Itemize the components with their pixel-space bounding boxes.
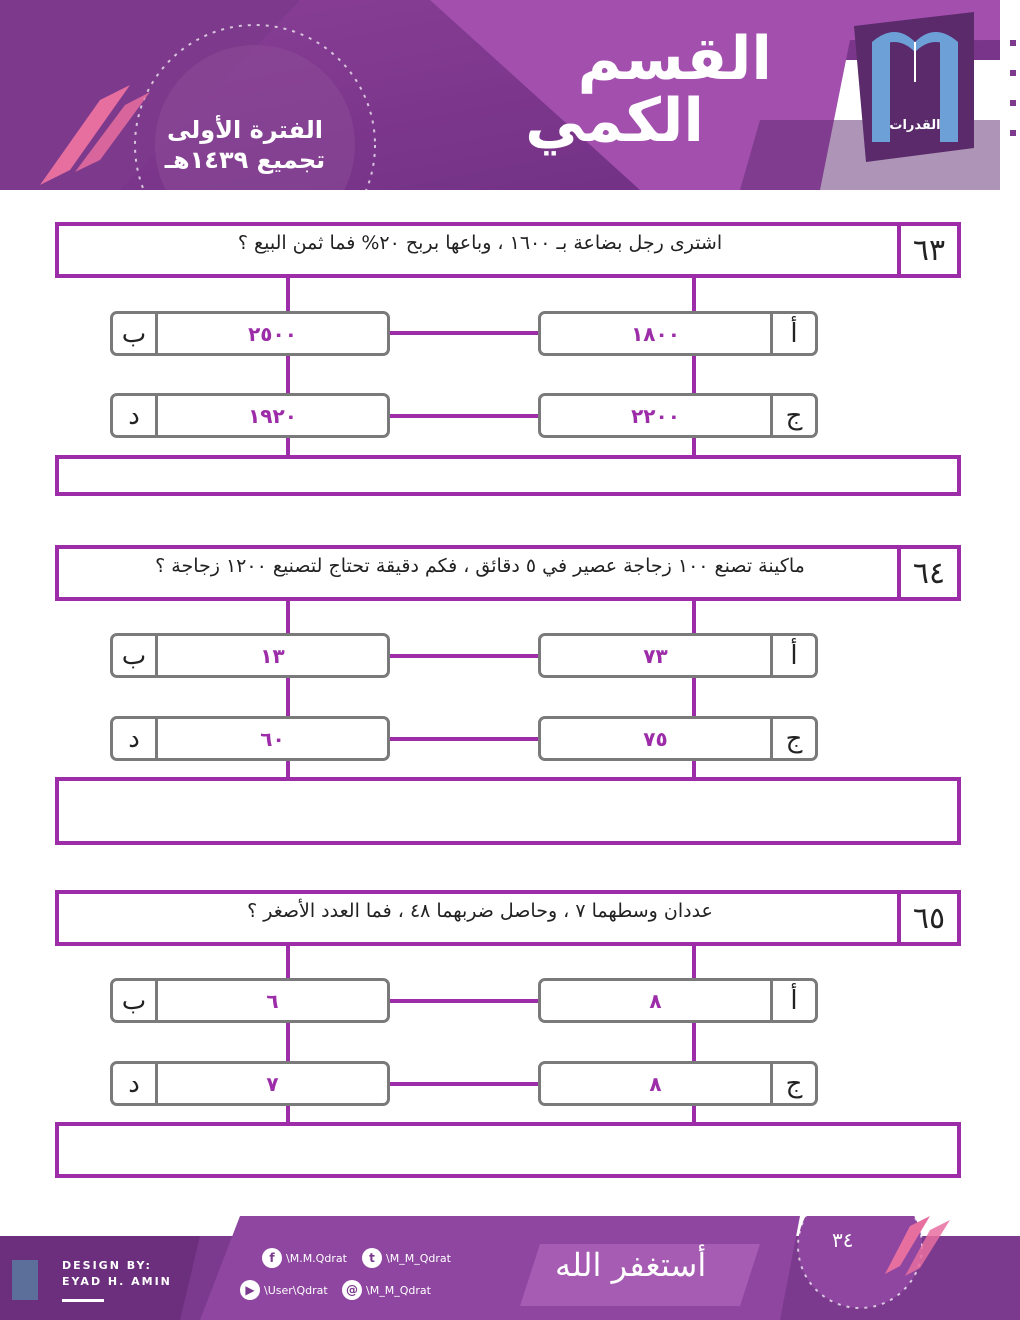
question-text: اشترى رجل بضاعة بـ ١٦٠٠ ، وباعها بربح ٢٠% فما ثمن البيع ؟ xyxy=(237,232,723,254)
question-box xyxy=(55,545,961,601)
option-value: ٨ xyxy=(649,1071,662,1096)
option-value: ٧٣ xyxy=(643,643,668,668)
option-value: ٢٥٠٠ xyxy=(248,321,297,346)
option-d[interactable] xyxy=(110,716,390,761)
design-by-label: DESIGN BY: xyxy=(62,1259,152,1272)
option-value: ١٩٢٠ xyxy=(248,403,297,428)
logo-text: القدرات xyxy=(889,118,941,133)
connector xyxy=(388,331,540,335)
option-value: ٧٥ xyxy=(643,726,668,751)
option-letter: د xyxy=(113,719,158,758)
option-b[interactable] xyxy=(110,311,390,356)
logo xyxy=(850,12,978,162)
connector xyxy=(388,414,540,418)
option-a[interactable] xyxy=(538,311,818,356)
option-letter: أ xyxy=(770,981,815,1020)
facebook-link[interactable] xyxy=(262,1248,347,1268)
question-number: ٦٥ xyxy=(897,894,957,942)
at-icon: @ xyxy=(342,1280,362,1300)
youtube-link[interactable] xyxy=(240,1280,328,1300)
answer-box[interactable] xyxy=(55,1122,961,1178)
period-label: الفترة الأولى xyxy=(166,116,324,144)
designer-name: EYAD H. AMIN xyxy=(62,1275,172,1288)
option-letter: ج xyxy=(770,719,815,758)
connector xyxy=(388,1082,540,1086)
collection-label: تجميع ١٤٣٩هـ xyxy=(164,146,326,174)
facebook-icon: f xyxy=(262,1248,282,1268)
option-value: ٨ xyxy=(649,988,662,1013)
twitter-icon: t xyxy=(362,1248,382,1268)
option-letter: د xyxy=(113,1064,158,1103)
option-d[interactable] xyxy=(110,393,390,438)
question-box xyxy=(55,890,961,946)
option-letter: د xyxy=(113,396,158,435)
designer-credit xyxy=(62,1258,172,1290)
option-letter: أ xyxy=(770,314,815,353)
twitter-handle: \M_M_Qdrat xyxy=(386,1251,451,1265)
option-a[interactable] xyxy=(538,633,818,678)
option-value: ٦ xyxy=(266,988,279,1013)
option-d[interactable] xyxy=(110,1061,390,1106)
option-letter: ب xyxy=(113,314,158,353)
email-link[interactable] xyxy=(342,1280,431,1300)
youtube-icon: ▶ xyxy=(240,1280,260,1300)
answer-box[interactable] xyxy=(55,455,961,496)
page-number: ٣٤ xyxy=(832,1228,854,1252)
question-text: عددان وسطهما ٧ ، وحاصل ضربهما ٤٨ ، فما العدد الأصغر ؟ xyxy=(247,900,713,922)
option-letter: ج xyxy=(770,396,815,435)
twitter-link[interactable] xyxy=(362,1248,451,1268)
option-letter: ب xyxy=(113,636,158,675)
option-value: ٦٠ xyxy=(260,726,285,751)
question-number: ٦٣ xyxy=(897,226,957,274)
question-number: ٦٤ xyxy=(897,549,957,597)
calligraphy-text: أستغفر الله xyxy=(555,1246,707,1284)
option-letter: ب xyxy=(113,981,158,1020)
option-b[interactable] xyxy=(110,978,390,1023)
option-value: ١٣ xyxy=(260,643,285,668)
answer-box[interactable] xyxy=(55,777,961,845)
connector xyxy=(388,999,540,1003)
youtube-handle: \User\Qdrat xyxy=(264,1283,328,1297)
option-b[interactable] xyxy=(110,633,390,678)
page-footer xyxy=(0,1216,1020,1320)
option-c[interactable] xyxy=(538,393,818,438)
option-value: ٢٢٠٠ xyxy=(631,403,680,428)
option-a[interactable] xyxy=(538,978,818,1023)
email-handle: \M_M_Qdrat xyxy=(366,1283,431,1297)
question-text: ماكينة تصنع ١٠٠ زجاجة عصير في ٥ دقائق ، فكم دقيقة تحتاج لتصنيع ١٢٠٠ زجاجة ؟ xyxy=(155,555,805,577)
option-value: ١٨٠٠ xyxy=(631,321,680,346)
facebook-handle: \M.M.Qdrat xyxy=(286,1251,347,1265)
section-title-line2: الكمي xyxy=(525,86,704,156)
connector xyxy=(388,654,540,658)
option-c[interactable] xyxy=(538,1061,818,1106)
option-letter: أ xyxy=(770,636,815,675)
connector xyxy=(388,737,540,741)
question-box xyxy=(55,222,961,278)
page-header xyxy=(0,0,1020,190)
option-value: ٧ xyxy=(266,1071,279,1096)
option-c[interactable] xyxy=(538,716,818,761)
section-title-line1: القسم xyxy=(577,24,772,94)
option-letter: ج xyxy=(770,1064,815,1103)
